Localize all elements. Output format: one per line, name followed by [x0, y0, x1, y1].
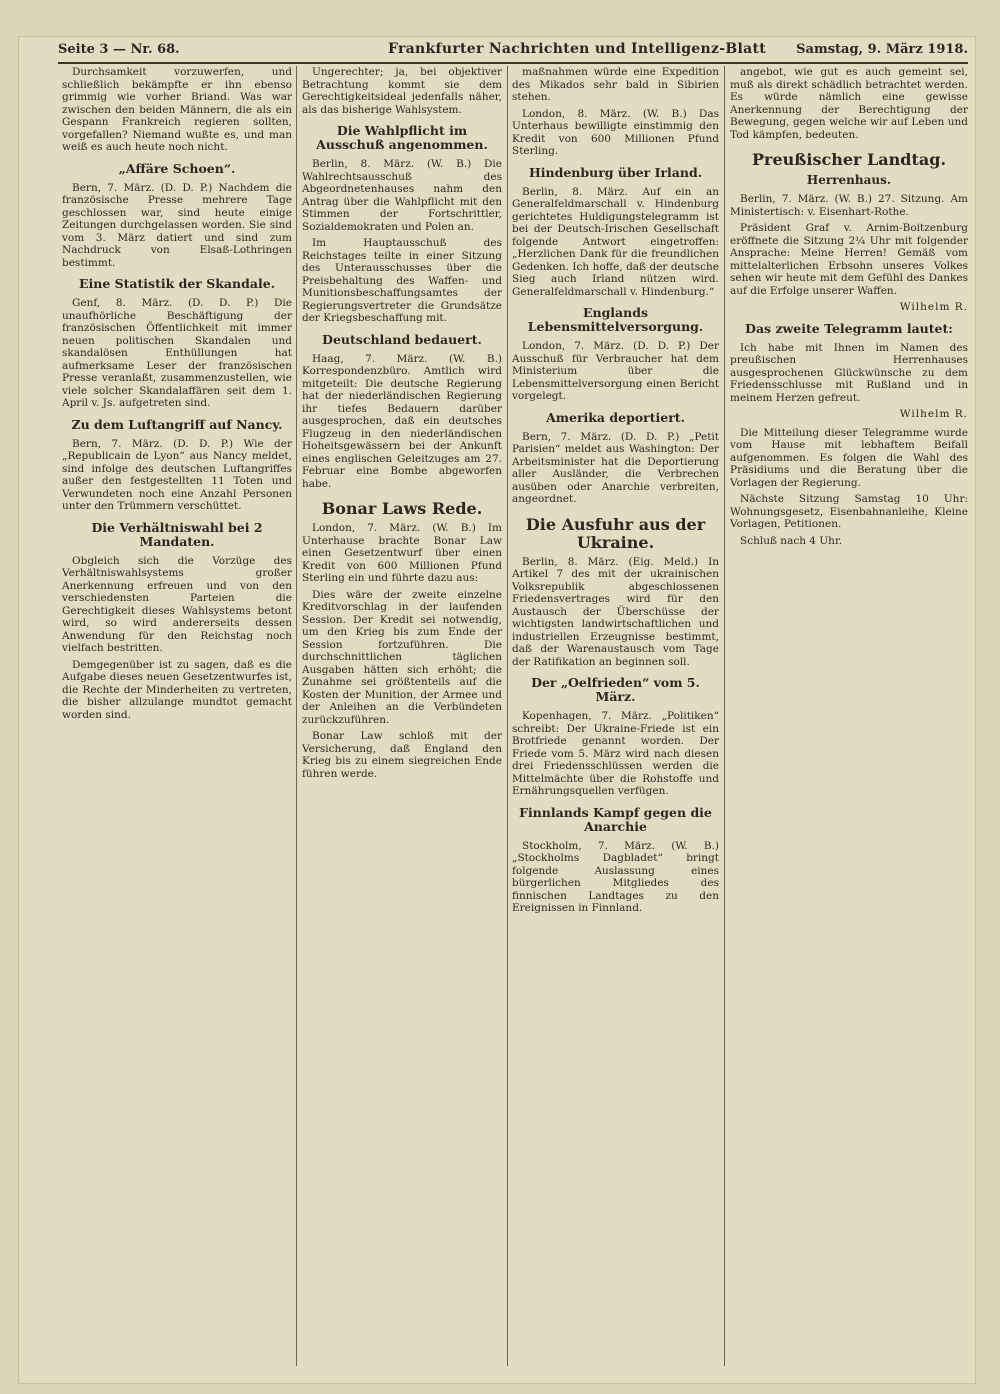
column-divider [296, 66, 297, 1366]
article-paragraph: Demgegenüber ist zu sagen, daß es die Aufgabe dieses neuen Gesetzentwurfes ist, die Rechte der Minderheiten zu vertreten, die bisher allzulange mundtot gemacht worden sind. [62, 658, 292, 721]
article-paragraph: Dies wäre der zweite einzelne Kreditvorschlag in der laufenden Session. Der Kredit sei notwendig, um den Krieg bis zum Ende der Session fortzuführen. Die durchschnittlichen täglichen Ausgaben hätten sich erhöht; die Zunahme sei größtenteils auf die Kosten der Munition, der Armee und der Anleihen an die Verbündeten zurückzuführen. [302, 588, 502, 726]
column-2 [302, 66, 502, 1376]
issue-date: Samstag, 9. März 1918. [796, 42, 968, 57]
article-paragraph: Bern, 7. März. (D. D. P.) Wie der „Republicain de Lyon“ aus Nancy meldet, sind infolge des deutschen Luftangriffes außer den festgestellten 11 Toten und Verwundeten noch eine Anzahl Personen unter den Trümmern verschüttet. [62, 437, 292, 512]
article-headline: Das zweite Telegramm lautet: [745, 320, 953, 336]
article-paragraph: angebot, wie gut es auch gemeint sei, muß als direkt schädlich betrachtet werden. Es würde nämlich eine gewisse Anerkennung der Berechtigung der Bewegung, gegen welche wir auf Leben und Tod kämpfen, bedeuten. [730, 66, 968, 141]
newspaper-title: Frankfurter Nachrichten und Intelligenz-Blatt [388, 41, 766, 57]
article-headline: Englands Lebensmittelversorgung. [527, 305, 704, 334]
article-paragraph: Nächste Sitzung Samstag 10 Uhr: Wohnungsgesetz, Eisenbahnanleihe, Kleine Vorlagen, Petitionen. [730, 493, 968, 530]
article-paragraph: maßnahmen würde eine Expedition des Mikados sehr bald in Sibirien stehen. [512, 66, 719, 103]
column-1 [62, 66, 292, 1376]
article-paragraph: Stockholm, 7. März. (W. B.) „Stockholms Dagbladet“ bringt folgende Auslassung eines bürgerlichen Mitgliedes des finnischen Landtages zu den Ereignissen in Finnland. [512, 839, 719, 914]
article-paragraph: Berlin, 7. März. (W. B.) 27. Sitzung. Am Ministertisch: v. Eisenhart-Rothe. [730, 193, 968, 218]
article-paragraph: Ich habe mit Ihnen im Namen des preußischen Herrenhauses ausgesprochenen Glückwünsche zu dem Friedensschlusse mit Rußland und in meinem Herzen gefreut. [730, 341, 968, 404]
article-paragraph: Haag, 7. März. (W. B.) Korrespondenzbüro. Amtlich wird mitgeteilt: Die deutsche Regierung hat der niederländischen Regierung ihr tiefes Bedauern darüber ausgesprochen, daß ein deutsches Flugzeug in den niederländischen Hoheitsgewässern bei der Ankunft eines englischen Geleitzuges am 27. Februar eine Bombe abgeworfen habe. [302, 352, 502, 490]
article-headline: Deutschland bedauert. [322, 331, 482, 347]
article-headline: Die Wahlpflicht im Ausschuß angenommen. [316, 123, 488, 152]
article-paragraph: Die Mitteilung dieser Telegramme wurde vom Hause mit lebhaftem Beifall aufgenommen. Es folgen die Wahl des Präsidiums und die Beratung über die Vorlagen der Regierung. [730, 426, 968, 489]
article-paragraph: Bern, 7. März. (D. D. P.) Nachdem die französische Presse mehrere Tage geschlossen war, sind heute einige Zeitungen durchgelassen worden. Sie sind vom 3. März datiert und sind zum Nachdruck von Elsaß-Lothringen bestimmt. [62, 181, 292, 269]
column-divider [507, 66, 508, 1366]
article-paragraph: Präsident Graf v. Arnim-Boitzenburg eröffnete die Sitzung 2¼ Uhr mit folgender Ansprache: Meine Herren! Gemäß vom mittelalterlichen Erbsohn unseres Volkes sehen wir heute mit dem Gefühl des Dankes auf die Erfolge unserer Waffen. [730, 222, 968, 297]
masthead [58, 40, 968, 64]
article-headline: Hindenburg über Irland. [528, 164, 703, 180]
article-paragraph: Bonar Law schloß mit der Versicherung, daß England den Krieg bis zu einem siegreichen Ende führen werde. [302, 730, 502, 780]
article-headline: Amerika deportiert. [546, 409, 685, 425]
signature: Wilhelm R. [899, 301, 968, 313]
article-headline: Eine Statistik der Skandale. [78, 276, 276, 291]
article-paragraph: London, 7. März. (D. D. P.) Der Ausschuß für Verbraucher hat dem Ministerium über die Lebensmittelversorgung einen Bericht vorgelegt. [512, 340, 719, 402]
article-paragraph: Berlin, 8. März. (W. B.) Die Wahlrechtsausschuß des Abgeordnetenhauses nahm den Antrag über die Wahlpflicht mit den Stimmen der Fortschrittler, Sozialdemokraten und Polen an. [302, 158, 502, 233]
article-paragraph: Berlin, 8. März. Auf ein an Generalfeldmarschall v. Hindenburg gerichtetes Huldigungstelegramm ist bei der Deutsch-Irischen Gesellschaft folgende Antwort eingetroffen: „Herzlichen Dank für die freundlichen Gedenken. Ich hoffe, daß der deutsche Sieg auch Irland nützen wird. Generalfeldmarschall v. Hindenburg.“ [512, 185, 719, 298]
section-subheadline: Herrenhaus. [806, 173, 892, 187]
column-4 [730, 66, 968, 1376]
column-3 [512, 66, 719, 1376]
article-paragraph: Berlin, 8. März. (Eig. Meld.) In Artikel 7 des mit der ukrainischen Volksrepublik abgeschlossenen Friedensvertrages wird für den Austausch der Überschüsse der wichtigsten landwirtschaftlichen und industriellen Erzeugnisse bestimmt, daß der Warenaustausch vom Tage der Ratifikation an beginnen soll. [512, 555, 719, 668]
article-paragraph: Durchsamkeit vorzuwerfen, und schließlich bekämpfte er ihn ebenso grimmig wie vorher Briand. Was war zwischen den beiden Männern, die als ein Gespann Frankreich regieren sollten, vorgefallen? Niemand wußte es, und man weiß es auch heute noch nicht. [62, 66, 292, 153]
section-headline: Preußischer Landtag. [751, 150, 947, 169]
page-number: Seite 3 — Nr. 68. [58, 42, 180, 57]
article-headline: „Affäre Schoen“. [118, 160, 236, 176]
signature: Wilhelm R. [899, 408, 968, 420]
article-paragraph: Ungerechter; ja, bei objektiver Betrachtung kommt sie dem Gerechtigkeitsideal jedenfalls näher, als das bisherige Wahlsystem. [302, 66, 502, 116]
article-paragraph: Bern, 7. März. (D. D. P.) „Petit Parisien“ meldet aus Washington: Der Arbeitsminister hat die Deportierung aller Ausländer, die Verbrechen ausüben oder Anarchie verbreiten, angeordnet. [512, 430, 719, 505]
article-paragraph: Kopenhagen, 7. März. „Politiken“ schreibt: Der Ukraine-Friede ist ein Brotfriede genannt worden. Der Friede vom 5. März wird nach diesen drei Friedensschlüssen werden die Mittelmächte über die Rohstoffe und Ernährungsquellen verfügen. [512, 710, 719, 797]
article-headline: Die Ausfuhr aus der Ukraine. [525, 514, 706, 552]
article-paragraph: Genf, 8. März. (D. D. P.) Die unaufhörliche Beschäftigung der französischen Öffentlichkeit mit immer neuen politischen Skandalen und skandalösen Enthüllungen hat aufmerksame Leser der französischen Presse veranlaßt, zusammenzustellen, wie viele solcher Skandalaffären seit dem 1. April v. Js. aufgetreten sind. [62, 297, 292, 409]
article-headline: Der „Oelfrieden“ vom 5. März. [531, 675, 700, 704]
article-paragraph: Im Hauptausschuß des Reichstages teilte in einer Sitzung des Unterausschusses über die Preisbehaltung des Waffen- und Munitionsbeschaffungsamtes der Regierungsvertreter die Grundsätze der Kriegsbeschaffung mit. [302, 237, 502, 324]
article-headline: Zu dem Luftangriff auf Nancy. [71, 416, 283, 432]
article-paragraph: London, 8. März. (W. B.) Das Unterhaus bewilligte einstimmig den Kredit von 600 Millionen Pfund Sterling. [512, 107, 719, 157]
article-paragraph: Obgleich sich die Vorzüge des Verhältniswahlsystems großer Anerkennung erfreuen und von den verschiedensten Parteien die Gerechtigkeit dieses Wahlsystems betont wird, so wird andererseits dessen Anwendung für den Reichstag noch vielfach bestritten. [62, 554, 292, 654]
column-divider [724, 66, 725, 1366]
article-headline: Die Verhältniswahl bei 2 Mandaten. [91, 519, 263, 549]
article-paragraph: Schluß nach 4 Uhr. [740, 534, 843, 547]
article-headline: Bonar Laws Rede. [321, 499, 483, 518]
article-headline: Finnlands Kampf gegen die Anarchie [519, 804, 712, 834]
article-paragraph: London, 7. März. (W. B.) Im Unterhause brachte Bonar Law einen Gesetzentwurf über einen Kredit von 600 Millionen Pfund Sterling ein und führte dazu aus: [302, 522, 502, 584]
